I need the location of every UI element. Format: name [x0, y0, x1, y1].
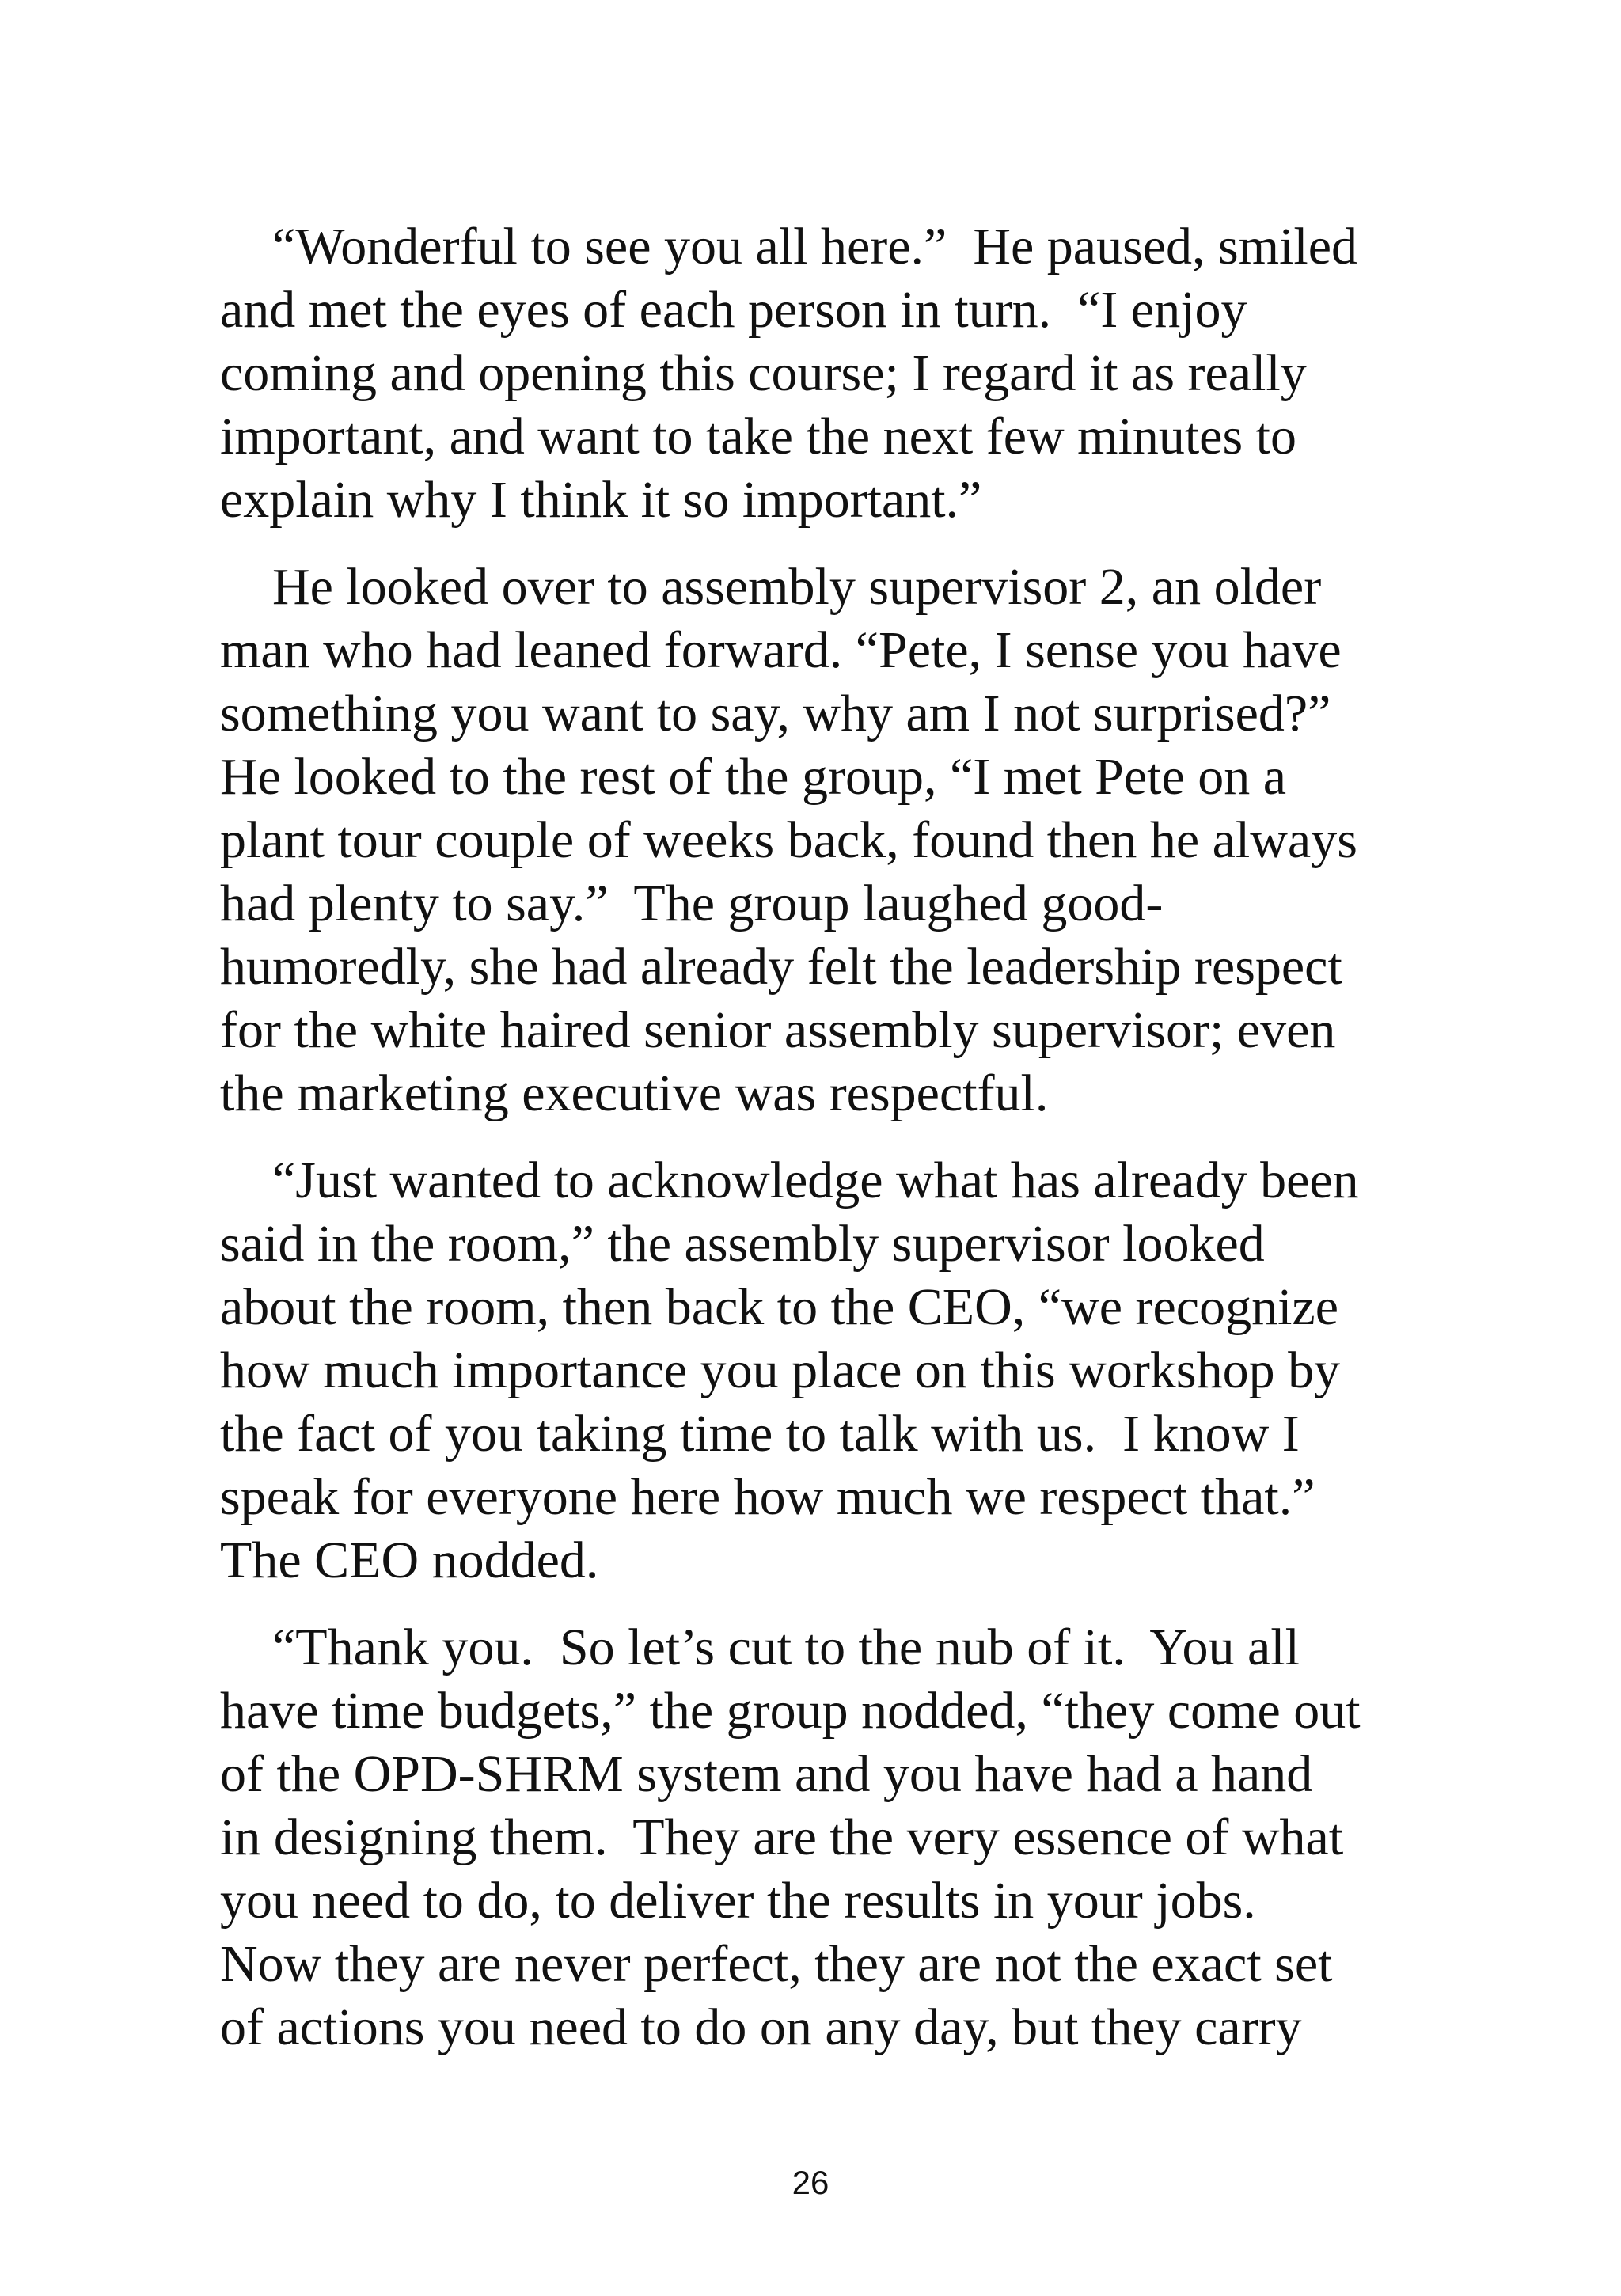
text-line: how much importance you place on this workshop by	[220, 1342, 1341, 1399]
text-line: man who had leaned forward. “Pete, I sense you have	[220, 621, 1342, 679]
paragraph	[220, 556, 1417, 1125]
text-line: have time budgets,” the group nodded, “they come out	[220, 1682, 1361, 1740]
text-line: of the OPD-SHRM system and you have had a hand	[220, 1745, 1313, 1803]
text-line: important, and want to take the next few minutes to	[220, 408, 1296, 465]
paragraph	[220, 215, 1417, 532]
text-line: of actions you need to do on any day, but they carry	[220, 1998, 1302, 2056]
text-line: humoredly, she had already felt the leadership respect	[220, 938, 1342, 996]
text-line: explain why I think it so important.”	[220, 471, 982, 529]
text-line: the marketing executive was respectful.	[220, 1065, 1049, 1122]
text-line: had plenty to say.” The group laughed good-	[220, 875, 1164, 932]
paragraph-gap	[220, 532, 1417, 556]
text-line: Now they are never perfect, they are not the exact set	[220, 1935, 1333, 1993]
text-line: “Thank you. So let’s cut to the nub of it. You all	[220, 1619, 1300, 1676]
page-number: 26	[792, 2164, 829, 2201]
text-line: said in the room,” the assembly supervisor looked	[220, 1215, 1265, 1273]
text-line: something you want to say, why am I not surprised?”	[220, 685, 1331, 742]
text-line: for the white haired senior assembly supervisor; even	[220, 1001, 1336, 1059]
text-line: in designing them. They are the very essence of what	[220, 1808, 1344, 1866]
body-text	[220, 215, 1417, 2059]
paragraph-gap	[220, 1592, 1417, 1616]
text-line: “Wonderful to see you all here.” He paused, smiled	[220, 218, 1358, 275]
paragraph-gap	[220, 1125, 1417, 1149]
paragraph	[220, 1149, 1417, 1592]
text-line: about the room, then back to the CEO, “we recognize	[220, 1278, 1339, 1336]
text-line: the fact of you taking time to talk with us. I know I	[220, 1405, 1300, 1463]
text-line: coming and opening this course; I regard it as really	[220, 344, 1307, 402]
text-line: He looked to the rest of the group, “I met Pete on a	[220, 748, 1287, 806]
text-line: He looked over to assembly supervisor 2, an older	[220, 558, 1322, 616]
text-line: you need to do, to deliver the results in your jobs.	[220, 1872, 1256, 1930]
text-line: and met the eyes of each person in turn. “I enjoy	[220, 281, 1247, 339]
text-line: speak for everyone here how much we respect that.”	[220, 1468, 1315, 1526]
text-line: The CEO nodded.	[220, 1531, 599, 1589]
text-line: plant tour couple of weeks back, found then he always	[220, 811, 1357, 869]
paragraph	[220, 1616, 1417, 2059]
text-line: “Just wanted to acknowledge what has already been	[220, 1152, 1359, 1209]
